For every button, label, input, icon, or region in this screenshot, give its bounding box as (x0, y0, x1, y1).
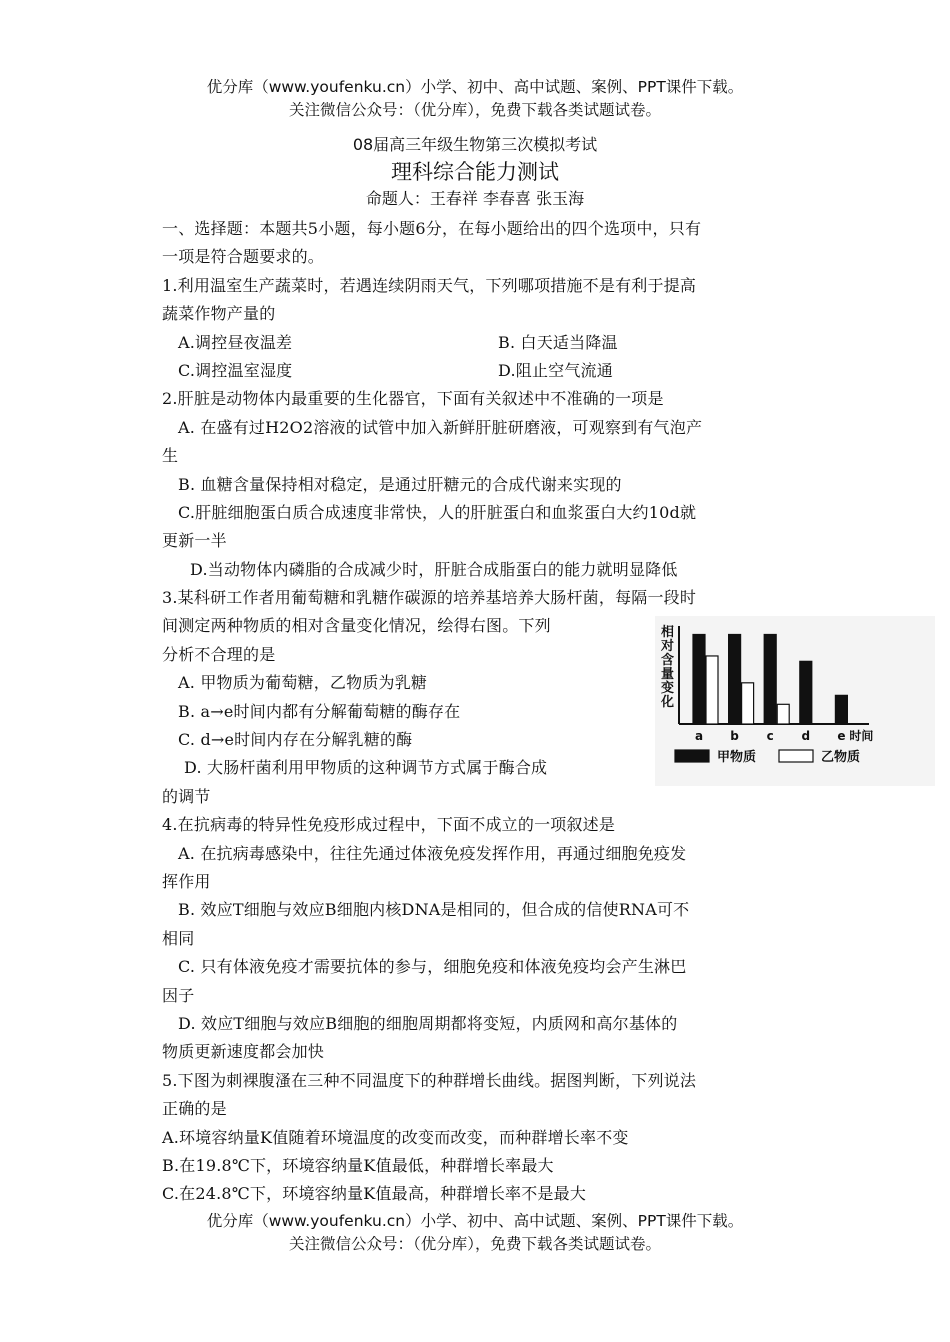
section-intro-line-2: 一项是符合题要求的。 (162, 247, 325, 267)
bar-jia-d (800, 661, 812, 724)
q4-option-c-line-1: C. 只有体液免疫才需要抗体的参与，细胞免疫和体液免疫均会产生淋巴 (178, 957, 687, 977)
page-footer (0, 1210, 950, 1256)
chart-y-label: 相对含量变化 (661, 625, 675, 710)
q2-option-c-line-2: 更新一半 (162, 531, 227, 551)
legend-swatch-yi (779, 750, 813, 762)
q3-stem-line-2: 间测定两种物质的相对含量变化情况，绘得右图。下列 (162, 616, 551, 636)
q1-option-b: B. 白天适当降温 (498, 332, 618, 352)
legend-swatch-jia (675, 750, 709, 762)
legend-label-jia: 甲物质 (717, 750, 757, 765)
q4-option-c-line-2: 因子 (162, 985, 195, 1005)
q3-stem-line-1: 3.某科研工作者用葡萄糖和乳糖作碳源的培养基培养大肠杆菌，每隔一段时 (162, 588, 697, 608)
footer-line-2: 关注微信公众号：（优分库），免费下载各类试题试卷。 (288, 1235, 661, 1253)
q1-option-d: D.阻止空气流通 (498, 360, 613, 380)
bar-jia-a (693, 634, 705, 724)
header-line-2: 关注微信公众号：（优分库），免费下载各类试题试卷。 (288, 101, 661, 119)
q1-options-row-2 (162, 357, 790, 385)
chart-x-label: 时间 (849, 729, 874, 743)
bar-yi-a (706, 656, 718, 724)
q5-option-b: B.在19.8℃下，环境容纳量K值最低，种群增长率最大 (162, 1155, 554, 1175)
section-intro-line-1: 一、选择题：本题共5小题，每小题6分，在每小题给出的四个选项中，只有 (162, 219, 702, 238)
q3-option-d-line-2: 的调节 (162, 786, 211, 806)
chart-tick-labels (695, 729, 846, 743)
q2-option-a-line-2: 生 (162, 446, 179, 466)
bar-yi-b (742, 683, 754, 724)
page-header (0, 76, 950, 122)
q3-stem-line-3: 分析不合理的是 (162, 644, 276, 664)
q5-option-a: A.环境容纳量K值随着环境温度的改变而改变，而种群增长率不变 (162, 1127, 629, 1147)
q4-option-b-line-1: B. 效应T细胞与效应B细胞内核DNA是相同的，但合成的信使RNA可不 (178, 900, 690, 920)
q1-stem-line-1: 1.利用温室生产蔬菜时，若遇连续阴雨天气，下列哪项措施不是有利于提高 (162, 275, 697, 295)
q3-option-d-line-1: D. 大肠杆菌利用甲物质的这种调节方式属于酶合成 (184, 758, 548, 778)
bar-jia-c (764, 634, 776, 724)
bar-jia-b (729, 634, 741, 724)
legend-label-yi: 乙物质 (821, 750, 861, 765)
q4-option-a-line-2: 挥作用 (162, 871, 211, 891)
q1-stem-line-2: 蔬菜作物产量的 (162, 304, 276, 324)
bar-yi-c (777, 704, 789, 724)
q4-option-d-line-1: D. 效应T细胞与效应B细胞的细胞周期都将变短，内质网和高尔基体的 (178, 1013, 678, 1033)
q2-option-b: B. 血糖含量保持相对稳定，是通过肝糖元的合成代谢来实现的 (178, 474, 622, 494)
chart-svg (655, 616, 935, 786)
q1-options-row-1 (162, 329, 790, 357)
tick-label-d: d (801, 729, 811, 743)
tick-label-c: c (766, 729, 774, 743)
header-line-1: 优分库（www.youfenku.cn）小学、初中、高中试题、案例、PPT课件下载。 (206, 78, 744, 96)
tick-label-b: b (730, 729, 739, 743)
q2-stem: 2.肝脏是动物体内最重要的生化器官，下面有关叙述中不准确的一项是 (162, 389, 664, 409)
q3-option-c: C. d→e时间内存在分解乳糖的酶 (178, 730, 413, 750)
q3-option-b: B. a→e时间内都有分解葡萄糖的酶存在 (178, 701, 461, 721)
chart-legend (675, 749, 860, 765)
q1-option-c: C.调控温室湿度 (178, 360, 293, 380)
q3-bar-chart (655, 616, 935, 786)
q1-option-a: A.调控昼夜温差 (178, 332, 293, 352)
q4-option-b-line-2: 相同 (162, 928, 195, 948)
chart-bars (693, 634, 847, 724)
exam-title: 08届高三年级生物第三次模拟考试 (352, 135, 598, 154)
exam-subtitle: 理科综合能力测试 (391, 160, 559, 184)
q4-option-a-line-1: A. 在抗病毒感染中，往往先通过体液免疫发挥作用，再通过细胞免疫发 (178, 843, 687, 863)
bar-jia-e (835, 695, 847, 724)
title-block (0, 133, 950, 211)
q2-option-a-line-1: A. 在盛有过H2O2溶液的试管中加入新鲜肝脏研磨液，可观察到有气泡产 (178, 417, 703, 437)
q2-option-d: D.当动物体内磷脂的合成减少时，肝脏合成脂蛋白的能力就明显降低 (190, 559, 678, 579)
q4-stem: 4.在抗病毒的特异性免疫形成过程中，下面不成立的一项叙述是 (162, 815, 616, 835)
tick-label-a: a (694, 729, 704, 743)
footer-line-1: 优分库（www.youfenku.cn）小学、初中、高中试题、案例、PPT课件下载。 (206, 1212, 744, 1230)
exam-authors: 命题人：王春祥 李春喜 张玉海 (365, 189, 585, 208)
q5-option-c: C.在24.8℃下，环境容纳量K值最高，种群增长率不是最大 (162, 1184, 587, 1204)
q3-option-a: A. 甲物质为葡萄糖，乙物质为乳糖 (178, 673, 428, 693)
q4-option-d-line-2: 物质更新速度都会加快 (162, 1042, 325, 1062)
q5-stem-line-2: 正确的是 (162, 1099, 227, 1119)
q2-option-c-line-1: C.肝脏细胞蛋白质合成速度非常快，人的肝脏蛋白和血浆蛋白大约10d就 (178, 502, 697, 522)
q5-stem-line-1: 5.下图为刺裸腹溞在三种不同温度下的种群增长曲线。据图判断，下列说法 (162, 1070, 697, 1090)
tick-label-e: e (837, 729, 846, 743)
